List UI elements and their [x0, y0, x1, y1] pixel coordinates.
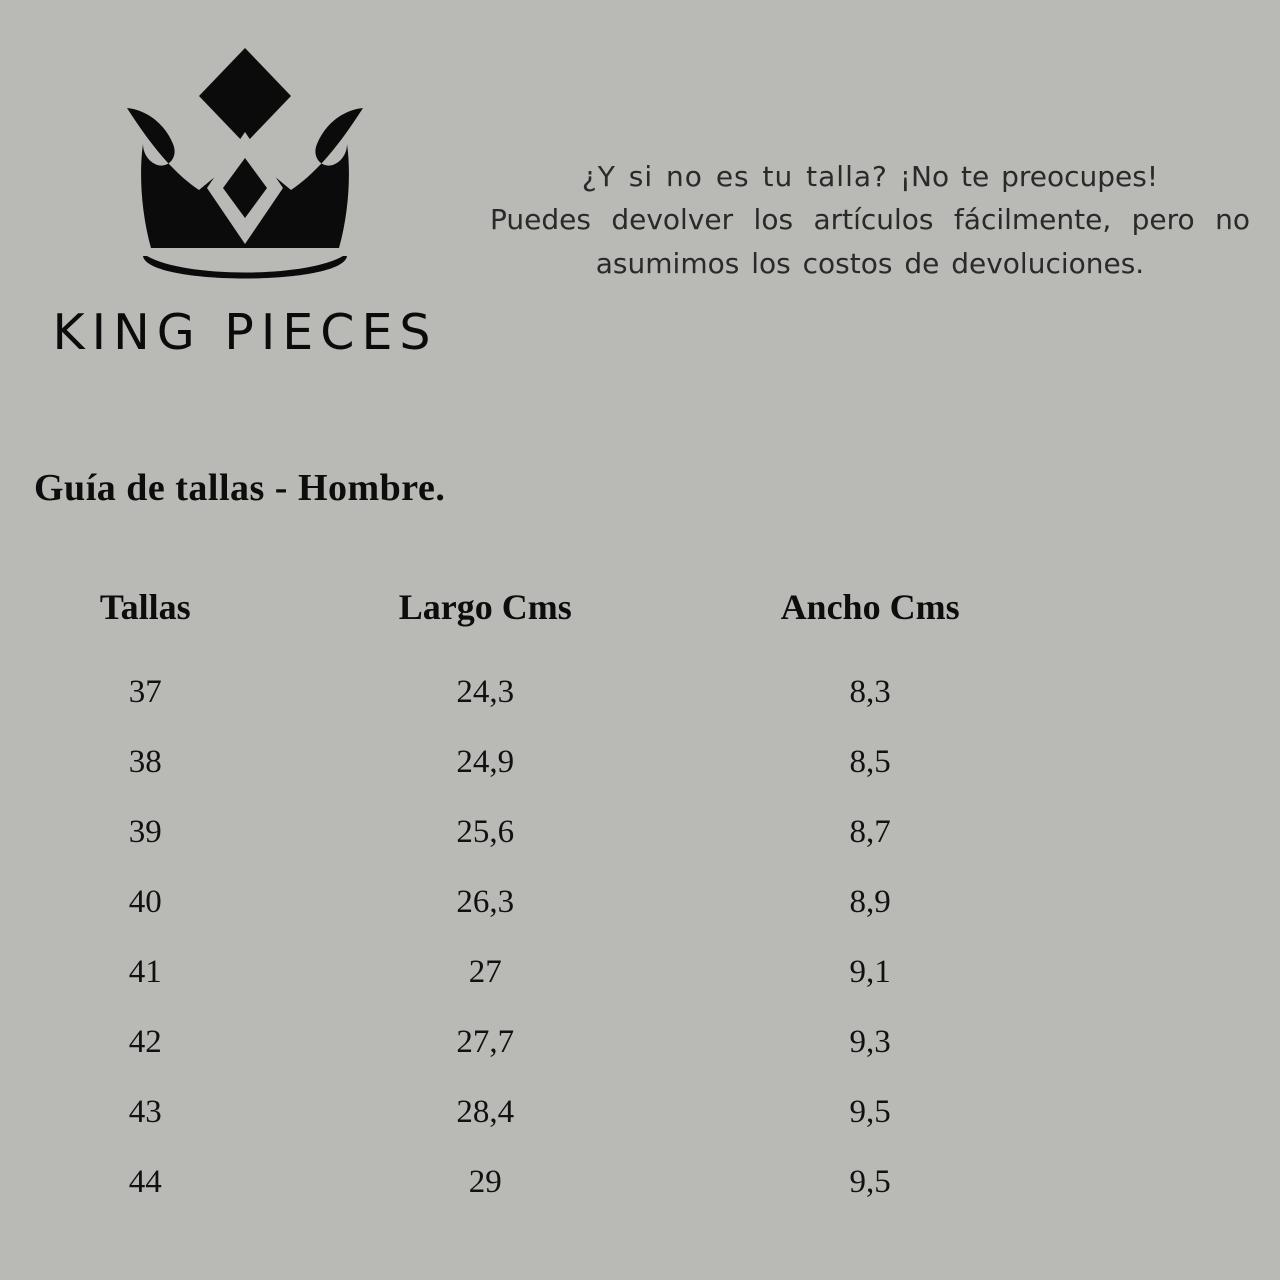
- table-header-row: [0, 585, 1060, 658]
- return-policy-exclaim: ¡No te preocupes!: [899, 160, 1159, 193]
- brand-name: KING PIECES: [52, 304, 438, 361]
- cell-size: 39: [128, 814, 162, 850]
- cell-size: 44: [128, 1164, 162, 1200]
- size-guide-table: [0, 585, 1060, 1218]
- return-policy-note: [490, 155, 1250, 285]
- table-row: [0, 938, 1060, 1008]
- column-header-width: Ancho Cms: [780, 587, 960, 627]
- column-header-size: Tallas: [99, 587, 191, 627]
- cell-length: 27: [468, 954, 502, 990]
- table-row: [0, 728, 1060, 798]
- header: [0, 0, 1280, 420]
- crown-icon: [95, 40, 395, 300]
- brand-block: [20, 40, 470, 361]
- cell-width: 8,7: [849, 814, 891, 850]
- table-row: [0, 1078, 1060, 1148]
- cell-width: 9,3: [849, 1024, 891, 1060]
- return-policy-line3: no asumimos los costos de devoluciones.: [595, 203, 1250, 280]
- return-policy-question: ¿Y si no es tu talla?: [581, 160, 888, 193]
- cell-length: 28,4: [456, 1094, 515, 1130]
- cell-length: 29: [468, 1164, 502, 1200]
- table-row: [0, 1148, 1060, 1218]
- cell-length: 24,3: [456, 674, 515, 710]
- cell-size: 38: [128, 744, 162, 780]
- cell-width: 9,5: [849, 1094, 891, 1130]
- return-policy-line2: Puedes devolver los artículos fácilmente, pero: [490, 203, 1195, 237]
- cell-size: 40: [128, 884, 162, 920]
- cell-length: 25,6: [456, 814, 515, 850]
- column-header-length: Largo Cms: [398, 587, 572, 627]
- cell-length: 27,7: [456, 1024, 515, 1060]
- table-row: [0, 1008, 1060, 1078]
- cell-width: 8,5: [849, 744, 891, 780]
- cell-width: 8,9: [849, 884, 891, 920]
- cell-size: 41: [128, 954, 162, 990]
- cell-size: 37: [128, 674, 162, 710]
- page-title: Guía de tallas - Hombre.: [34, 467, 446, 509]
- table-row: [0, 868, 1060, 938]
- cell-size: 43: [128, 1094, 162, 1130]
- cell-width: 9,1: [849, 954, 891, 990]
- cell-width: 8,3: [849, 674, 891, 710]
- cell-size: 42: [128, 1024, 162, 1060]
- table-row: [0, 798, 1060, 868]
- table-row: [0, 658, 1060, 728]
- cell-length: 26,3: [456, 884, 515, 920]
- cell-width: 9,5: [849, 1164, 891, 1200]
- cell-length: 24,9: [456, 744, 515, 780]
